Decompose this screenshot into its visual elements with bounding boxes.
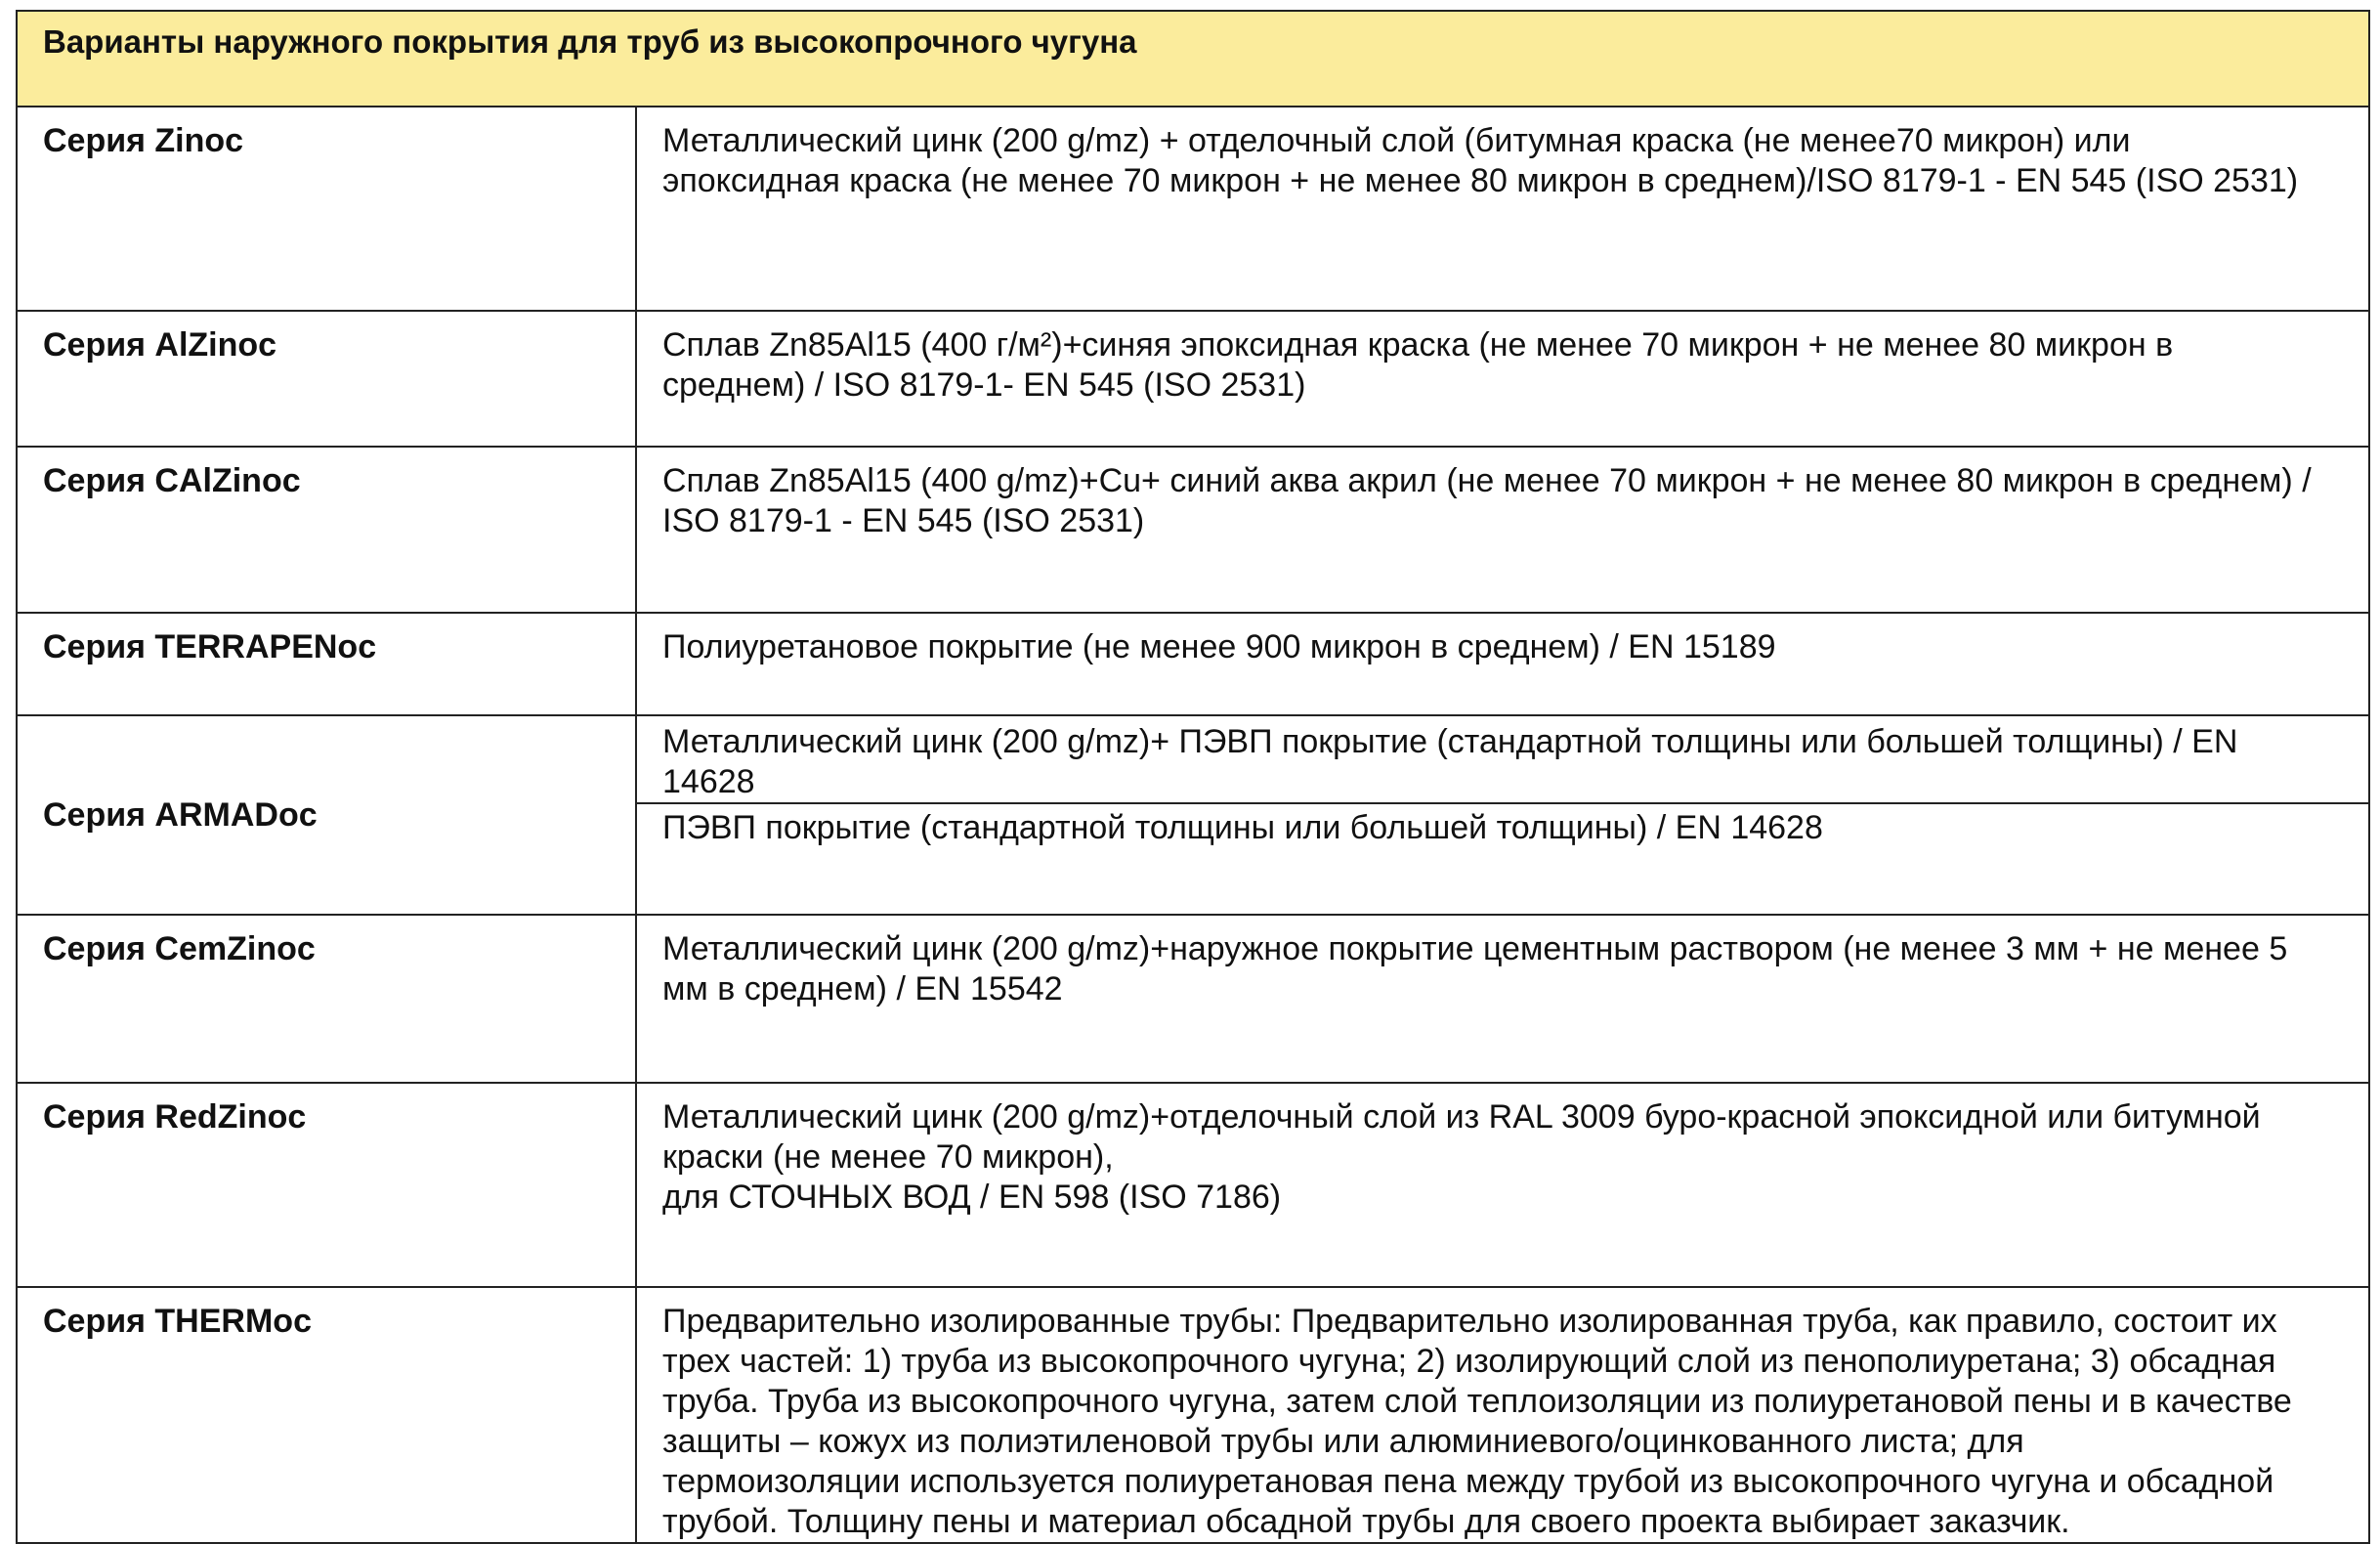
series-description: Полиуретановое покрытие (не менее 900 микрон в среднем) / EN 15189 <box>636 613 2369 715</box>
series-description: Металлический цинк (200 g/mz)+ ПЭВП покрытие (стандартной толщины или большей толщины) / EN 14628 <box>636 715 2369 803</box>
table-header-row <box>17 11 2369 107</box>
series-description: Предварительно изолированные трубы: Предварительно изолированная труба, как правило, состоит их трех частей: 1) труба из высокопрочного чугуна; 2) изолирующий слой из пенополиуретана; 3) обсадная труба. Труба из высокопрочного чугуна, затем слой теплоизоляции из полиуретановой пены и в качестве защиты – кожух из полиэтиленовой трубы или алюминиевого/оцинкованного листа; для термоизоляции используется полиуретановая пена между трубой из высокопрочного чугуна и обсадной трубой. Толщину пены и материал обсадной трубы для своего проекта выбирает заказчик. <box>636 1287 2369 1543</box>
coating-table <box>16 10 2370 1544</box>
series-name: Серия ARMADoc <box>17 715 636 915</box>
series-description: Сплав Zn85Al15 (400 g/mz)+Cu+ синий аква акрил (не менее 70 микрон + не менее 80 микрон в среднем) / ISO 8179-1 - EN 545 (ISO 2531) <box>636 447 2369 613</box>
table-row <box>17 715 2369 803</box>
series-description: ПЭВП покрытие (стандартной толщины или большей толщины) / EN 14628 <box>636 803 2369 915</box>
series-name: Серия CAlZinoc <box>17 447 636 613</box>
series-description: Металлический цинк (200 g/mz)+отделочный слой из RAL 3009 буро-красной эпоксидной или битумной краски (не менее 70 микрон), для СТОЧНЫХ ВОД / EN 598 (ISO 7186) <box>636 1083 2369 1287</box>
table-row <box>17 915 2369 1083</box>
series-name: Серия CemZinoc <box>17 915 636 1083</box>
table-row <box>17 613 2369 715</box>
table-row <box>17 107 2369 311</box>
series-name: Серия AlZinoc <box>17 311 636 447</box>
series-name: Серия TERRAPENoc <box>17 613 636 715</box>
series-description: Металлический цинк (200 g/mz)+наружное покрытие цементным раствором (не менее 3 мм + не менее 5 мм в среднем) / EN 15542 <box>636 915 2369 1083</box>
table-row <box>17 311 2369 447</box>
series-description: Сплав Zn85Al15 (400 г/м²)+синяя эпоксидная краска (не менее 70 микрон + не менее 80 микрон в среднем) / ISO 8179-1- EN 545 (ISO 2531) <box>636 311 2369 447</box>
table-title: Варианты наружного покрытия для труб из высокопрочного чугуна <box>17 11 2369 107</box>
series-name: Серия RedZinoc <box>17 1083 636 1287</box>
table-row <box>17 1287 2369 1543</box>
series-description: Металлический цинк (200 g/mz) + отделочный слой (битумная краска (не менее70 микрон) или эпоксидная краска (не менее 70 микрон + не менее 80 микрон в среднем)/ISO 8179-1 - EN 545 (ISO 2531) <box>636 107 2369 311</box>
table-row <box>17 1083 2369 1287</box>
series-name: Серия THERMoc <box>17 1287 636 1543</box>
table-row <box>17 447 2369 613</box>
series-name: Серия Zinoc <box>17 107 636 311</box>
